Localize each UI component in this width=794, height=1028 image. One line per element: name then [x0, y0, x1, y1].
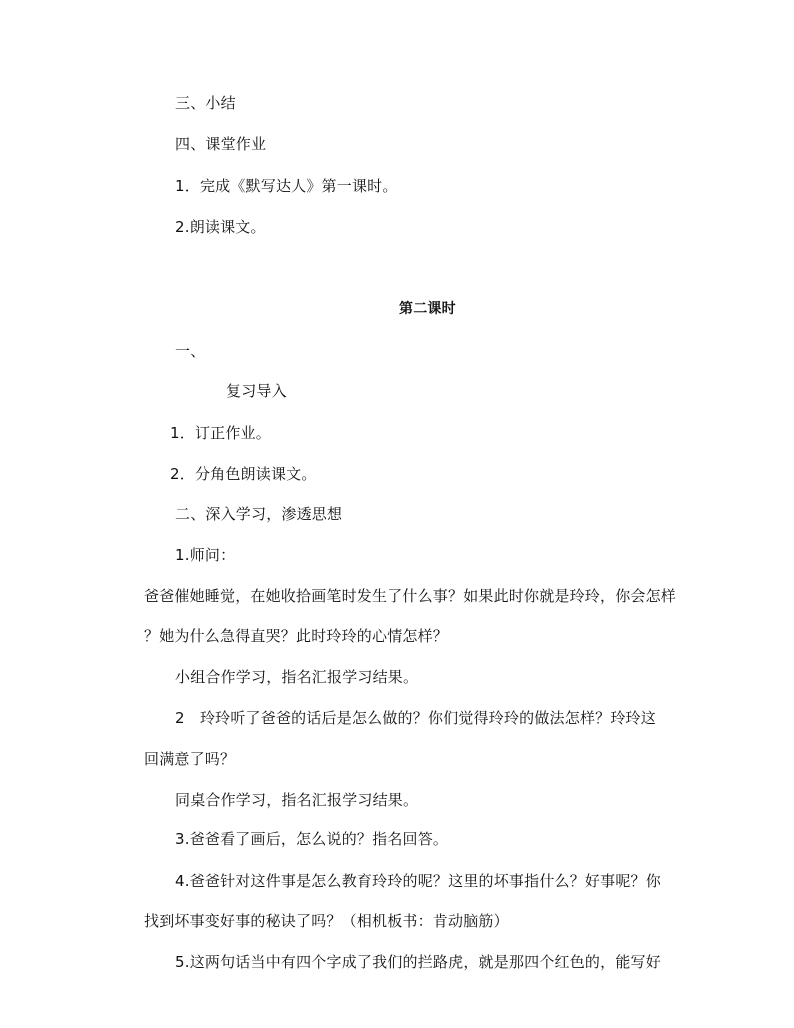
- question-2-line-2: 回满意了吗？: [144, 750, 236, 768]
- question-1-line-1: 爸爸催她睡觉，在她收拾画笔时发生了什么事？如果此时你就是玲玲，你会怎样: [144, 587, 677, 605]
- question-5-line-1: 5.这两句话当中有四个字成了我们的拦路虎，就是那四个红色的，能写好: [175, 953, 661, 971]
- section-deep-learning: 二、深入学习，渗透思想: [175, 505, 343, 523]
- teacher-question-label: 1.师问：: [175, 546, 236, 564]
- question-4-line-1: 4.爸爸针对这件事是怎么教育玲玲的呢？这里的坏事指什么？好事呢？你: [175, 872, 661, 890]
- question-2-line-1: 2 玲玲听了爸爸的话后是怎么做的？你们觉得玲玲的做法怎样？玲玲这: [175, 709, 656, 727]
- review-item-1: 1．订正作业。: [170, 424, 271, 442]
- section-one-number: 一、: [175, 342, 206, 360]
- pair-study-note: 同桌合作学习，指名汇报学习结果。: [175, 791, 419, 809]
- review-intro-heading: 复习导入: [226, 382, 287, 400]
- group-study-note: 小组合作学习，指名汇报学习结果。: [175, 668, 419, 686]
- section-homework: 四、课堂作业: [175, 135, 267, 153]
- question-1-line-2: ？她为什么急得直哭？此时玲玲的心情怎样？: [144, 627, 449, 645]
- section-summary: 三、小结: [175, 94, 236, 112]
- lesson-two-title: 第二课时: [399, 301, 456, 317]
- review-item-2: 2．分角色朗读课文。: [170, 465, 317, 483]
- question-4-line-2: 找到坏事变好事的秘诀了吗？（相机板书：肯动脑筋）: [144, 912, 509, 930]
- question-3: 3.爸爸看了画后，怎么说的？指名回答。: [175, 830, 449, 848]
- homework-item-1: 1．完成《默写达人》第一课时。: [175, 177, 398, 195]
- homework-item-2: 2.朗读课文。: [175, 218, 266, 236]
